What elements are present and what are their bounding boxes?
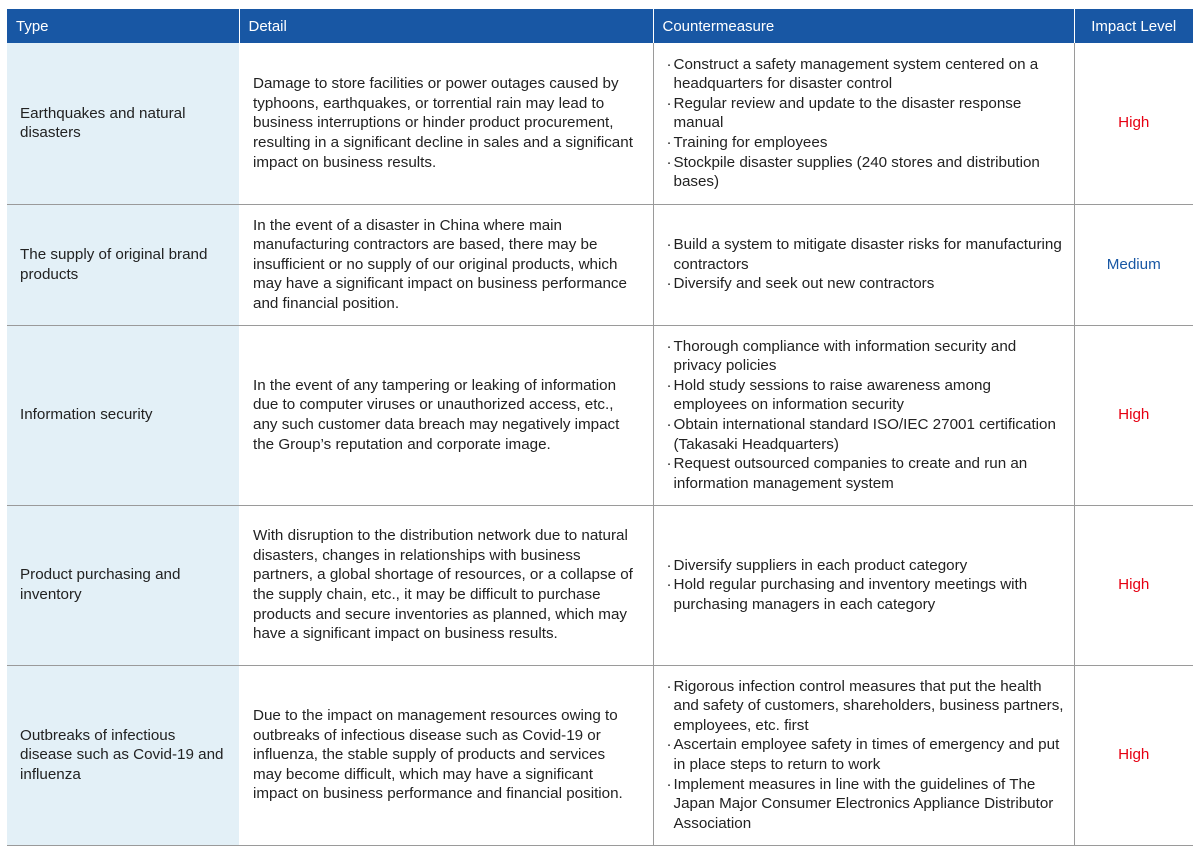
countermeasure-text: Request outsourced companies to create and run an information management system [673, 455, 1028, 492]
countermeasure-text: Thorough compliance with information security and privacy policies [673, 337, 1017, 375]
countermeasure-text: Build a system to mitigate disaster risks for manufacturing contractors [673, 236, 1062, 273]
countermeasure-item [667, 735, 1068, 774]
bullet-dot-icon: · [666, 236, 672, 254]
countermeasure-text: Rigorous infection control measures that put the health and safety of customers, shareholders, business partners, employees, etc. first [673, 677, 1064, 734]
header-detail: Detail [239, 9, 653, 43]
countermeasure-text: Regular review and update to the disaster response manual [673, 94, 1022, 132]
risk-detail: Due to the impact on management resources owing to outbreaks of infectious disease such as Covid-19 or influenza, the stable supply of products and services may become difficult, which may have a significant impact on business performance and financial position. [239, 665, 653, 845]
countermeasure-item [667, 133, 1068, 153]
countermeasure-item [667, 415, 1068, 454]
countermeasure-text: Implement measures in line with the guidelines of The Japan Major Consumer Electronics Appliance Distributor Association [673, 775, 1054, 832]
countermeasure-item [667, 556, 1068, 576]
bullet-dot-icon: · [666, 337, 672, 355]
countermeasure-item [667, 94, 1068, 133]
impact-level-high: High [1074, 505, 1193, 665]
bullet-dot-icon: · [666, 376, 672, 394]
countermeasure-text: Obtain international standard ISO/IEC 27001 certification (Takasaki Headquarters) [673, 416, 1056, 453]
countermeasure-list [653, 43, 1074, 204]
countermeasure-item [667, 454, 1068, 493]
risk-table [7, 9, 1193, 846]
countermeasure-text: Hold regular purchasing and inventory meetings with purchasing managers in each category [673, 576, 1028, 613]
risk-type: Outbreaks of infectious disease such as Covid-19 and influenza [7, 665, 239, 845]
countermeasure-item [667, 376, 1068, 415]
countermeasure-item [667, 153, 1068, 192]
countermeasure-list [653, 505, 1074, 665]
bullet-dot-icon: · [666, 455, 672, 473]
risk-type: Information security [7, 325, 239, 505]
countermeasure-list [653, 204, 1074, 325]
table-row [7, 505, 1193, 665]
countermeasure-text: Diversify and seek out new contractors [673, 275, 935, 293]
risk-type: The supply of original brand products [7, 204, 239, 325]
countermeasure-text: Training for employees [673, 134, 828, 152]
risk-type: Product purchasing and inventory [7, 505, 239, 665]
impact-level-high: High [1074, 325, 1193, 505]
countermeasure-item [667, 337, 1068, 376]
countermeasure-item [667, 235, 1068, 274]
countermeasure-text: Construct a safety management system centered on a headquarters for disaster control [673, 55, 1039, 93]
bullet-dot-icon: · [666, 55, 672, 73]
countermeasure-item [667, 575, 1068, 614]
bullet-dot-icon: · [666, 775, 672, 793]
risk-detail: Damage to store facilities or power outages caused by typhoons, earthquakes, or torrential rain may lead to business interruptions or hinder product procurement, resulting in a significant decline in sales and a significant impact on business results. [239, 43, 653, 204]
bullet-dot-icon: · [666, 94, 672, 112]
countermeasure-item [667, 55, 1068, 94]
table-row [7, 325, 1193, 505]
header-countermeasure: Countermeasure [653, 9, 1074, 43]
impact-level-medium: Medium [1074, 204, 1193, 325]
countermeasure-list [653, 665, 1074, 845]
bullet-dot-icon: · [666, 153, 672, 171]
impact-level-high: High [1074, 43, 1193, 204]
bullet-dot-icon: · [666, 275, 672, 293]
bullet-dot-icon: · [666, 556, 672, 574]
table-row [7, 204, 1193, 325]
risk-table-container [7, 9, 1193, 846]
bullet-dot-icon: · [666, 134, 672, 152]
bullet-dot-icon: · [666, 677, 672, 695]
bullet-dot-icon: · [666, 416, 672, 433]
countermeasure-list [653, 325, 1074, 505]
countermeasure-text: Ascertain employee safety in times of emergency and put in place steps to return to work [673, 736, 1060, 773]
bullet-dot-icon: · [666, 736, 672, 754]
table-header-row [7, 9, 1193, 43]
table-row [7, 665, 1193, 845]
risk-detail: In the event of a disaster in China where main manufacturing contractors are based, there may be insufficient or no supply of our original products, which may have a significant impact on business performance and financial position. [239, 204, 653, 325]
table-row [7, 43, 1193, 204]
risk-detail: In the event of any tampering or leaking of information due to computer viruses or unauthorized access, etc., any such customer data breach may negatively impact the Group’s reputation and corporate image. [239, 325, 653, 505]
countermeasure-text: Diversify suppliers in each product category [673, 556, 968, 574]
countermeasure-item [667, 775, 1068, 834]
countermeasure-text: Stockpile disaster supplies (240 stores and distribution bases) [673, 153, 1040, 191]
risk-detail: With disruption to the distribution network due to natural disasters, changes in relationships with business partners, a global shortage of resources, or a collapse of the supply chain, etc., it may be difficult to purchase products and secure inventories as planned, which may have a significant impact on business results. [239, 505, 653, 665]
bullet-dot-icon: · [666, 576, 672, 594]
risk-type: Earthquakes and natural disasters [7, 43, 239, 204]
impact-level-high: High [1074, 665, 1193, 845]
countermeasure-text: Hold study sessions to raise awareness among employees on information security [673, 376, 991, 414]
header-type: Type [7, 9, 239, 43]
header-impact-level: Impact Level [1074, 9, 1193, 43]
countermeasure-item [667, 274, 1068, 294]
countermeasure-item [667, 677, 1068, 736]
